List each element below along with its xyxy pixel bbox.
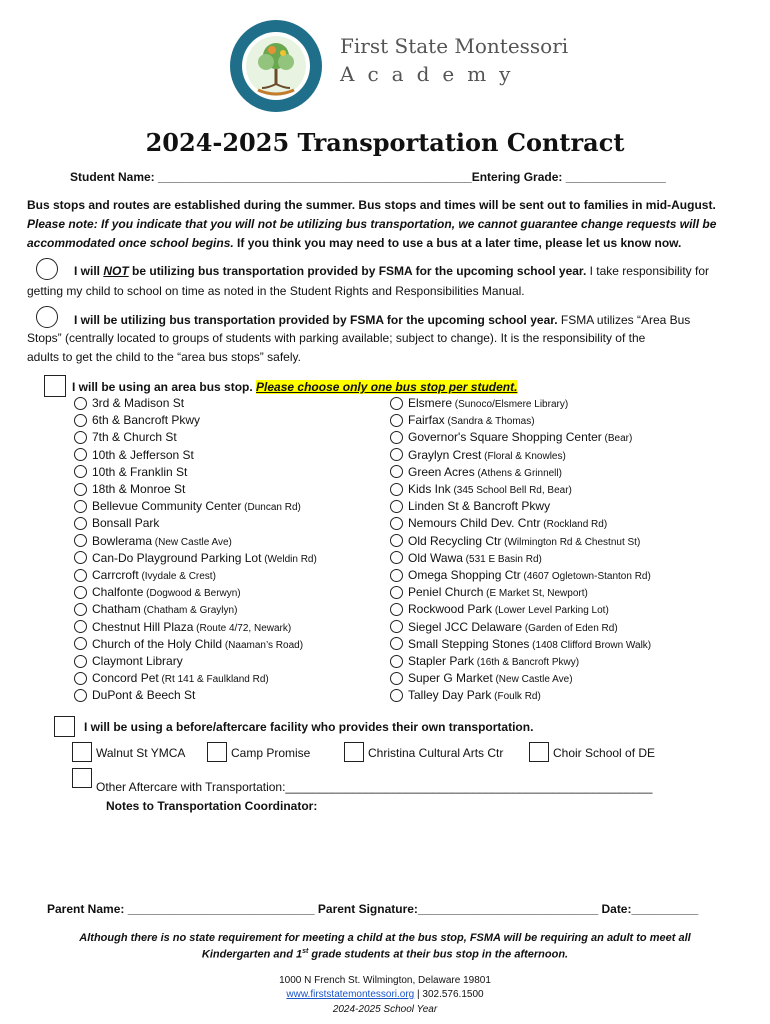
bus-stop-radio[interactable] [74,414,87,427]
option-not-bold-end: be utilizing bus transportation provided by FSMA for the upcoming school year. [128,264,587,278]
bus-stop-radio[interactable] [74,672,87,685]
bus-stop-option[interactable] [74,482,185,496]
other-aftercare-checkbox[interactable] [72,768,92,788]
area-stop-label-line [72,380,517,394]
bus-stop-option[interactable] [390,413,535,427]
bus-stop-text [408,499,550,513]
walnut-st-ymca-label: Walnut St YMCA [96,746,186,760]
bus-stop-label: DuPont & Beech St [92,688,196,703]
bus-stop-option[interactable] [390,499,550,513]
notes-label: Notes to Transportation Coordinator: [106,799,318,813]
bus-stop-radio[interactable] [390,431,403,444]
bus-stop-detail: (Foulk Rd) [491,691,541,703]
bus-stop-option[interactable] [74,654,183,668]
address-contact [0,989,770,1000]
option-not-emphasis: NOT [103,264,129,278]
bus-stop-option[interactable] [390,671,573,685]
bus-stop-option[interactable] [74,534,232,548]
camp-promise-label: Camp Promise [231,746,311,760]
bus-stop-option[interactable] [74,465,187,479]
bus-stop-text [408,465,562,479]
bus-stop-option[interactable] [74,396,184,410]
bus-stop-radio[interactable] [390,534,403,547]
bus-stop-text [92,585,241,599]
signature-line [47,902,698,916]
address-street: 1000 N French St. Wilmington, Delaware 19801 [279,975,491,986]
bus-stop-option[interactable] [74,413,200,427]
intro-line-1: Bus stops and routes are established during the summer. Bus stops and times will be sent out to families in mid-August. [27,198,716,212]
footer-note-superscript: st [302,948,309,955]
bus-stop-text [92,637,303,651]
bus-stop-label: Claymont Library [92,654,183,668]
footer-note-line-2 [0,948,770,961]
student-name-label: Student Name: [70,170,159,184]
bus-stop-label: Linden St & Bancroft Pkwy [408,499,551,514]
bus-stop-option[interactable] [74,671,269,685]
option-will-line-2: Stops” (centrally located to groups of students with parking available; subject to change). It is the responsibility of the [27,331,646,345]
bus-stop-radio[interactable] [390,483,403,496]
bus-stop-label: Bowlerama [92,533,153,548]
parent-name-field[interactable]: ____________________________ [127,902,315,916]
aftercare-label: I will be using a before/aftercare facility who provides their own transportation. [84,720,534,734]
bus-stop-radio[interactable] [390,414,403,427]
bus-stop-label: Carrcroft [92,568,139,582]
bus-stop-text [408,654,579,668]
bus-stop-label: Bellevue Community Center [92,499,242,514]
bus-stop-label: 18th & Monroe St [92,482,186,496]
bus-stop-label: Green Acres [408,464,475,479]
school-name: First State Montessori [340,34,569,58]
aftercare-checkbox[interactable] [54,716,75,737]
bus-stop-text [92,534,232,548]
bus-stop-detail: (Floral & Knowles) [481,450,566,462]
bus-stop-radio[interactable] [74,569,87,582]
bus-stop-detail: (Athens & Grinnell) [474,467,562,479]
website-link[interactable]: www.firststatemontessori.org [286,989,415,1000]
entering-grade-label: Entering Grade: [471,170,566,184]
walnut-st-ymca-checkbox[interactable] [72,742,92,762]
bus-stop-option[interactable] [74,585,241,599]
bus-stop-text [408,620,618,634]
bus-stop-option[interactable] [390,688,541,702]
bus-stop-label: Nemours Child Dev. Cntr [408,516,541,531]
school-year: 2024-2025 School Year [332,1004,438,1015]
bus-stop-detail: (Weldin Rd) [261,553,317,565]
option-will-line-1 [74,313,690,327]
bus-stop-label: Siegel JCC Delaware [408,619,523,634]
bus-stop-label: Omega Shopping Ctr [408,568,521,582]
bus-stop-radio[interactable] [74,586,87,599]
intro-italic: accommodated once school begins. [27,236,234,250]
christina-cultural-arts-checkbox[interactable] [344,742,364,762]
bus-stop-label: Old Recycling Ctr [408,533,502,548]
choir-school-label: Choir School of DE [553,746,656,760]
bus-stop-detail: (Chatham & Graylyn) [140,605,238,617]
bus-stop-option[interactable] [390,654,579,668]
bus-stop-radio[interactable] [74,534,87,547]
bus-stop-label: 10th & Franklin St [92,464,188,479]
bus-stop-radio[interactable] [74,689,87,702]
bus-stop-text [92,602,237,616]
bus-stop-option[interactable] [390,602,609,616]
bus-stop-radio[interactable] [74,448,87,461]
bus-stop-text [92,654,183,668]
bus-stop-label: Stapler Park [408,654,475,668]
bus-stop-label: Can-Do Playground Parking Lot [92,550,262,565]
student-name-field[interactable]: _______________________________________________ [158,170,472,184]
bus-stop-detail: (Sunoco/Elsmere Library) [452,399,569,410]
bus-stop-detail: (Duncan Rd) [241,502,301,514]
option-not-line-2: getting my child to school on time as noted in the Student Rights and Responsibilities Manual. [27,284,525,298]
bus-stop-option[interactable] [390,396,568,410]
bus-stop-label: Chalfonte [92,585,144,600]
bus-stop-label: 10th & Jefferson St [92,447,194,462]
bus-stop-radio[interactable] [390,569,403,582]
bus-stop-radio[interactable] [74,603,87,616]
bus-stop-option[interactable] [390,516,607,530]
page-title: 2024-2025 Transportation Contract [145,128,625,157]
bus-stop-detail: (531 E Basin Rd) [462,553,542,565]
bus-stop-radio[interactable] [390,551,403,564]
bus-stop-text [92,482,185,496]
bus-stop-label: Small Stepping Stones [408,636,530,651]
bus-stop-text [92,396,184,410]
option-will-line-3: adults to get the child to the “area bus stops” safely. [27,350,301,364]
bus-stop-radio[interactable] [74,620,87,633]
bus-stop-label: 6th & Bancroft Pkwy [92,413,201,428]
bus-stop-text [408,568,651,582]
bus-stop-text [92,430,177,444]
bus-stop-text [92,671,269,685]
bus-stop-label: Elsmere [408,396,453,410]
bus-stop-detail: (Ivydale & Crest) [138,571,216,582]
bus-stop-label: 7th & Church St [92,430,177,445]
area-stop-checkbox[interactable] [44,375,66,397]
bus-stop-option[interactable] [390,637,651,651]
parent-signature-label: Parent Signature: [314,902,418,916]
bus-stop-detail: (Route 4/72, Newark) [193,622,292,634]
footer-note-text-a: Kindergarten and 1 [201,948,303,961]
bus-stop-text [408,688,541,702]
area-stop-label: I will be using an area bus stop. [72,380,257,394]
bus-stop-option[interactable] [74,602,237,616]
bus-stop-option[interactable] [74,516,159,530]
bus-stop-option[interactable] [390,465,562,479]
bus-stop-detail: (4607 Ogletown-Stanton Rd) [520,571,651,582]
bus-stop-text [92,620,291,634]
bus-stop-label: Concord Pet [92,671,159,686]
bus-stop-label: Bonsall Park [92,516,160,531]
bus-stop-text [408,671,573,685]
bus-stop-detail: (Wilmington Rd & Chestnut St) [501,536,641,548]
parent-signature-field[interactable]: ___________________________ [417,902,599,916]
bus-stop-radio[interactable] [390,500,403,513]
bus-stop-option[interactable] [74,637,303,651]
intro-line-3 [27,236,681,250]
bus-stop-detail: (1408 Clifford Brown Walk) [529,639,652,651]
bus-stop-label: Old Wawa [408,550,463,565]
option-not-line-1 [74,264,709,278]
option-not-radio[interactable] [36,258,58,280]
bus-stop-text [408,448,566,462]
bus-stop-option[interactable] [390,585,588,599]
bus-stop-option[interactable] [390,534,640,548]
date-field[interactable]: __________ [631,902,699,916]
other-aftercare-label: Other Aftercare with Transportation: [96,780,286,794]
bus-stop-text [92,688,195,702]
bus-stop-radio[interactable] [390,620,403,633]
bus-stop-text [92,465,187,479]
bus-stop-text [408,482,572,496]
camp-promise-checkbox[interactable] [207,742,227,762]
bus-stop-text [92,413,200,427]
bus-stop-detail: (16th & Bancroft Pkwy) [474,657,580,668]
bus-stop-option[interactable] [74,568,216,582]
bus-stop-label: 3rd & Madison St [92,396,185,410]
bus-stop-label: Rockwood Park [408,602,493,617]
bus-stop-radio[interactable] [74,517,87,530]
bus-stop-text [408,396,568,410]
choir-school-checkbox[interactable] [529,742,549,762]
bus-stop-detail: (345 School Bell Rd, Bear) [450,485,572,496]
bus-stop-radio[interactable] [390,465,403,478]
bus-stop-option[interactable] [390,448,566,462]
parent-name-label: Parent Name: [47,902,128,916]
christina-cultural-arts-label: Christina Cultural Arts Ctr [368,746,504,760]
bus-stop-radio[interactable] [390,517,403,530]
bus-stop-text [408,585,588,599]
bus-stop-detail: (Bear) [601,433,633,445]
bus-stop-radio[interactable] [390,586,403,599]
other-aftercare-field[interactable]: _______________________________________________________ [285,780,653,794]
option-will-bold: I will be utilizing bus transportation provided by FSMA for the upcoming school year. [74,313,558,327]
intro-line-2: Please note: If you indicate that you will not be utilizing bus transportation, we cannot guarantee change requests will be [27,217,717,231]
bus-stop-label: Super G Market [408,671,493,686]
entering-grade-field[interactable]: _______________ [565,170,666,184]
school-logo [228,18,324,114]
bus-stop-label: Governor's Square Shopping Center [408,430,602,445]
bus-stop-text [92,499,301,513]
bus-stop-label: Kids Ink [408,482,451,496]
bus-stop-text [92,551,317,565]
bus-stop-text [92,448,194,462]
bus-stop-radio[interactable] [74,431,87,444]
bus-stop-detail: (Rockland Rd) [540,519,608,531]
bus-stop-text [408,516,607,530]
bus-stop-radio[interactable] [390,672,403,685]
area-stop-instruction: Please choose only one bus stop per student. [256,380,518,394]
bus-stop-radio[interactable] [74,500,87,513]
bus-stop-detail: (New Castle Ave) [492,674,573,686]
bus-stop-label: Peniel Church [408,585,484,600]
bus-stop-radio[interactable] [74,551,87,564]
bus-stop-radio[interactable] [390,603,403,616]
bus-stop-text [92,516,159,530]
bus-stop-text [92,568,216,582]
bus-stop-radio[interactable] [74,397,87,410]
bus-stop-option[interactable] [390,620,618,634]
bus-stop-detail: (Naaman’s Road) [222,639,304,651]
bus-stop-radio[interactable] [74,483,87,496]
phone-number: | 302.576.1500 [414,989,484,1000]
option-will-rest: FSMA utilizes “Area Bus [557,313,691,327]
bus-stop-option[interactable] [74,499,301,513]
date-label: Date: [598,902,632,916]
bus-stop-radio[interactable] [390,448,403,461]
bus-stop-option[interactable] [390,551,542,565]
bus-stop-radio[interactable] [390,655,403,668]
bus-stop-detail: (Garden of Eden Rd) [522,622,618,634]
bus-stop-radio[interactable] [74,465,87,478]
bus-stop-label: Church of the Holy Child [92,636,223,651]
bus-stop-detail: (Dogwood & Berwyn) [143,588,241,600]
other-aftercare-line [96,780,652,794]
bus-stop-radio[interactable] [390,689,403,702]
bus-stop-option[interactable] [74,448,194,462]
bus-stop-label: Graylyn Crest [408,447,482,462]
bus-stop-option[interactable] [74,551,317,565]
student-line [70,170,666,184]
bus-stop-detail: (Lower Level Parking Lot) [492,605,609,617]
bus-stop-label: Talley Day Park [408,688,492,703]
bus-stop-detail: (New Castle Ave) [152,536,232,548]
bus-stop-text [408,534,640,548]
bus-stop-label: Fairfax [408,413,445,428]
bus-stop-option[interactable] [74,620,291,634]
bus-stop-option[interactable] [74,430,177,444]
bus-stop-radio[interactable] [74,637,87,650]
bus-stop-text [408,602,609,616]
bus-stop-option[interactable] [390,482,572,496]
bus-stop-radio[interactable] [74,655,87,668]
bus-stop-option[interactable] [74,688,195,702]
option-will-radio[interactable] [36,306,58,328]
bus-stop-text [408,551,542,565]
bus-stop-detail: (Sandra & Thomas) [444,416,535,428]
bus-stop-option[interactable] [390,430,632,444]
bus-stop-label: Chatham [92,602,141,617]
bus-stop-text [408,413,535,427]
bus-stop-text [408,637,651,651]
school-subtitle: Academy [340,62,524,86]
bus-stop-label: Chestnut Hill Plaza [92,619,194,634]
footer-note-text-b: grade students at their bus stop in the afternoon. [308,948,569,961]
bus-stop-detail: (Rt 141 & Faulkland Rd) [158,674,269,686]
option-not-bold-start: I will [74,264,104,278]
footer-note-line-1: Although there is no state requirement for meeting a child at the bus stop, FSMA will be requiring an adult to meet all [79,932,691,944]
bus-stop-detail: (E Market St, Newport) [483,588,588,600]
option-not-rest: I take responsibility for [586,264,709,278]
intro-rest: If you think you may need to use a bus at a later time, please let us know now. [233,236,682,250]
notes-area[interactable] [106,818,706,890]
bus-stop-option[interactable] [390,568,651,582]
bus-stop-text [408,430,632,444]
bus-stop-radio[interactable] [390,637,403,650]
bus-stop-radio[interactable] [390,397,403,410]
